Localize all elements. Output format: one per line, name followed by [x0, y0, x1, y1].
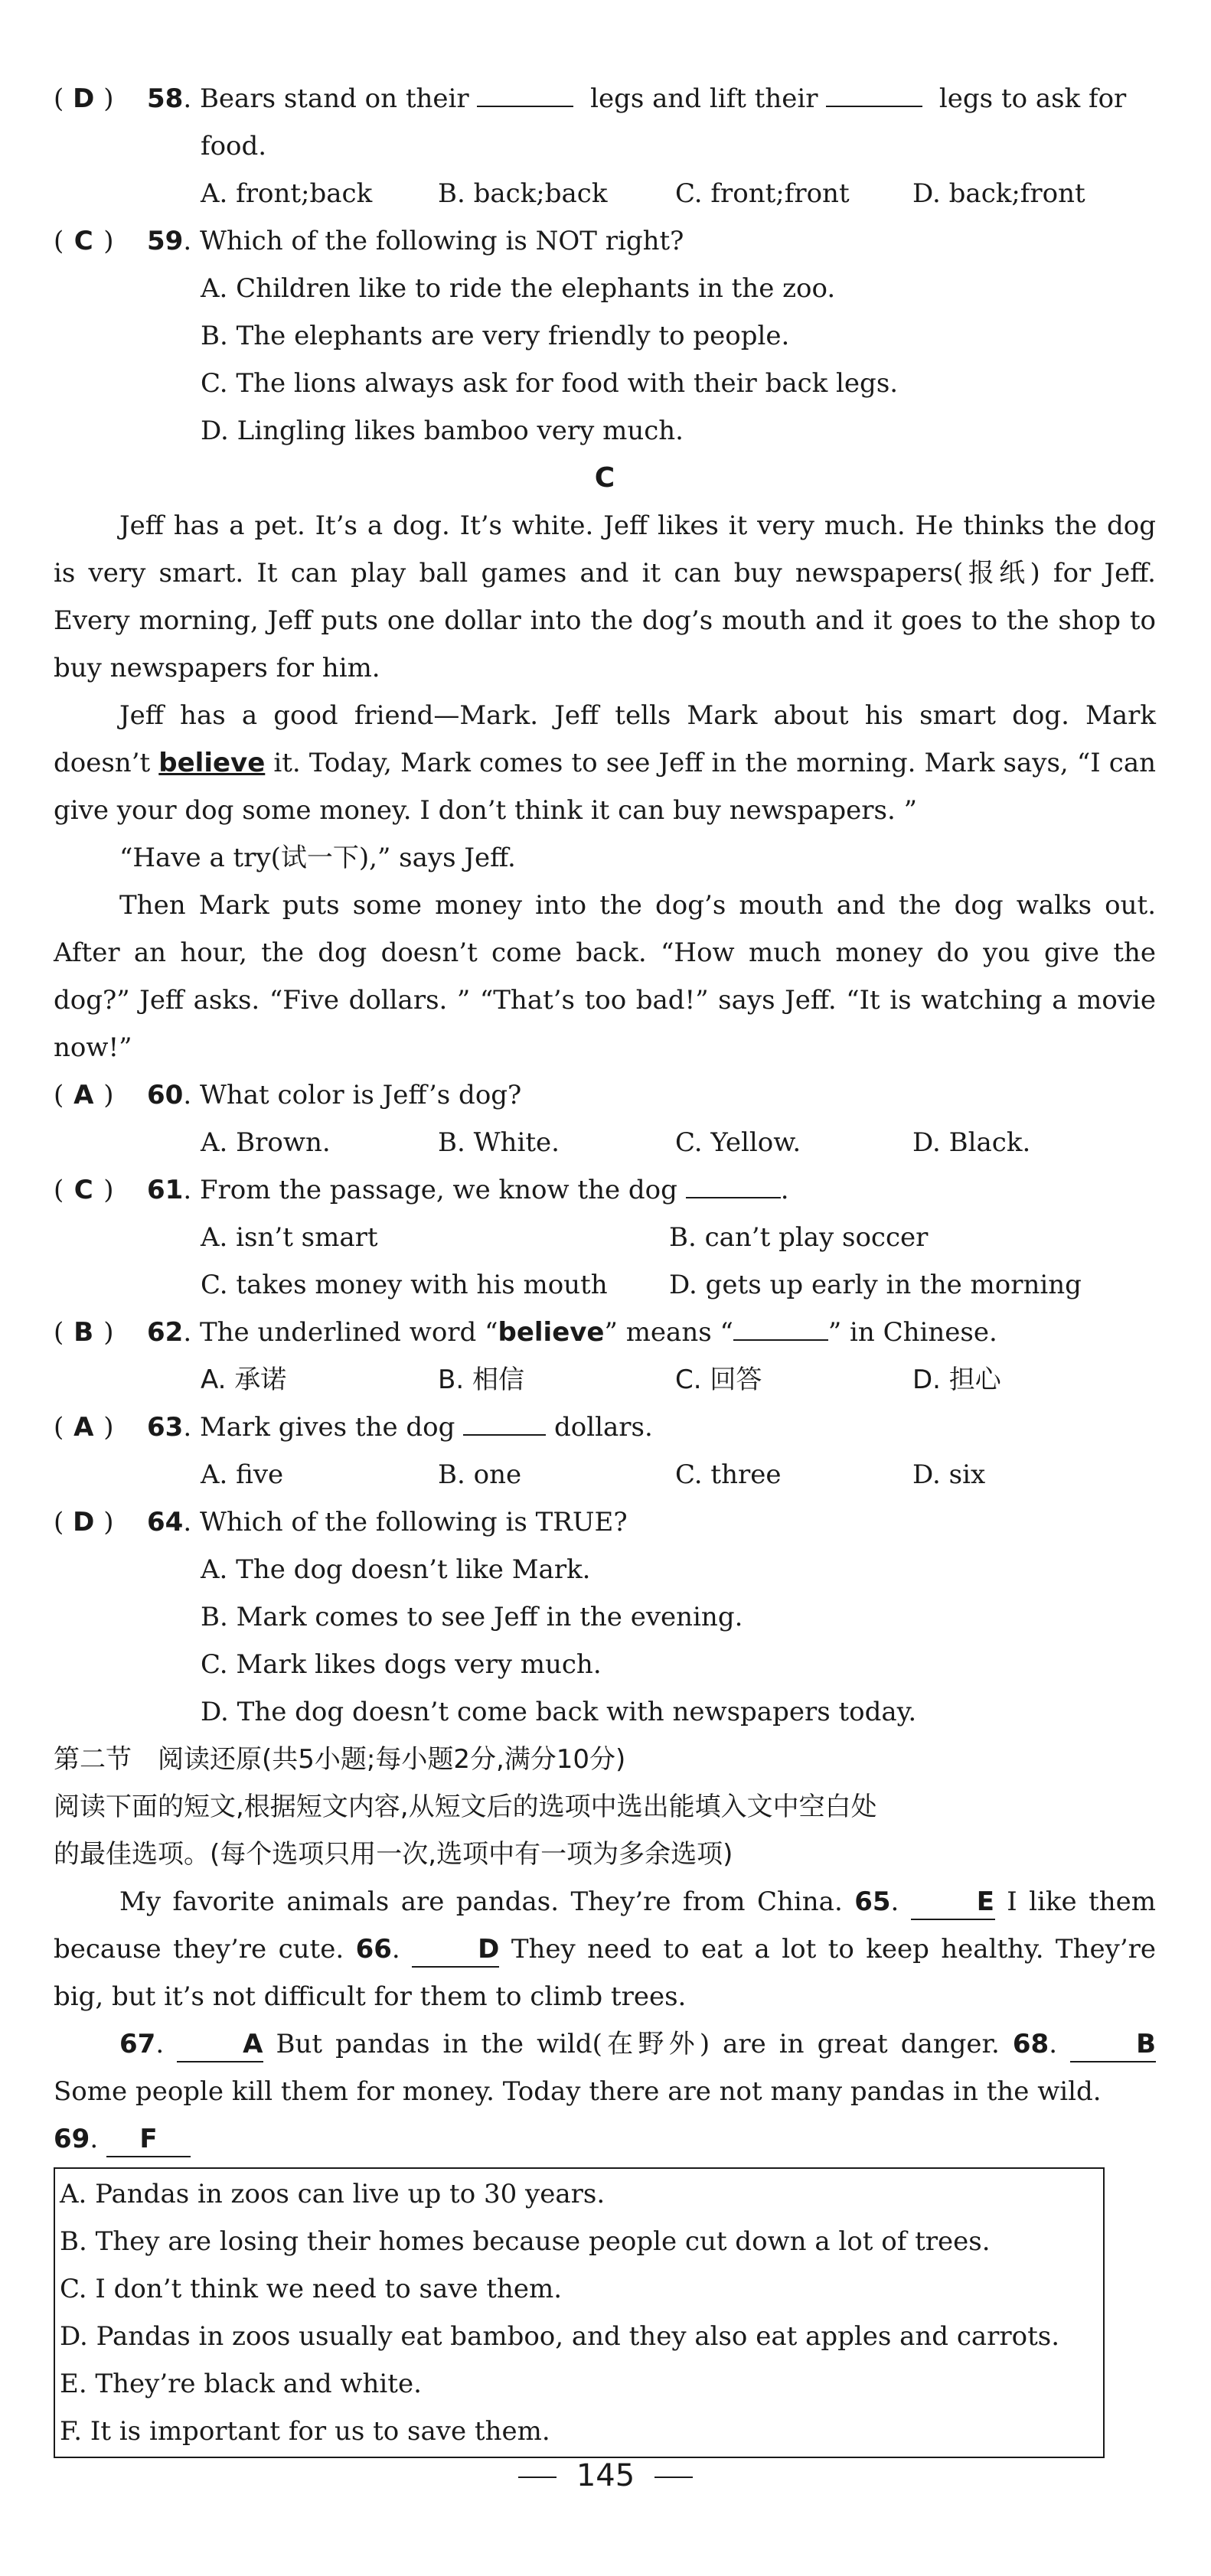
options-62	[54, 1356, 1156, 1404]
question-number: 59	[147, 226, 184, 256]
option-c: C. front;front	[675, 178, 850, 209]
options-60	[54, 1119, 1156, 1166]
answer-65: E	[911, 1885, 995, 1920]
page-footer	[0, 2452, 1211, 2499]
option-c: C. takes money with his mouth	[201, 1270, 608, 1300]
option-a: A. five	[201, 1459, 284, 1490]
option-a: A. Brown.	[201, 1127, 331, 1158]
choice-d: D. Pandas in zoos usually eat bamboo, and they also eat apples and carrots.	[60, 2321, 1060, 2352]
question-number: 64	[147, 1507, 184, 1537]
answer-63: A	[73, 1412, 94, 1443]
option-c: C. 回答	[675, 1365, 762, 1395]
answer-61: C	[73, 1175, 93, 1205]
option-d: D. Black.	[912, 1127, 1031, 1158]
answer-66: D	[412, 1932, 499, 1968]
option-a: A. front;back	[201, 178, 373, 209]
answer-blank	[733, 1316, 828, 1341]
options-61-row-1	[54, 1214, 1156, 1261]
section-2-instructions-line-2: 的最佳选项。(每个选项只用一次,选项中有一项为多余选项)	[54, 1839, 733, 1870]
option-b: B. White.	[438, 1127, 560, 1158]
option-a: A. Children like to ride the elephants in the zoo.	[201, 273, 836, 304]
answer-62: B	[73, 1317, 94, 1348]
option-d: D. Lingling likes bamboo very much.	[201, 416, 684, 446]
option-c: C. The lions always ask for food with their back legs.	[201, 368, 899, 399]
question-number: 58	[147, 83, 184, 114]
option-b: B. 相信	[438, 1365, 524, 1395]
quoted-word: believe	[498, 1317, 605, 1348]
answer-69: F	[106, 2122, 191, 2157]
worksheet-page	[54, 75, 1156, 2458]
question-62: ( B ) 62 . The underlined word “ believe ” means “ ” in Chinese.	[54, 1309, 1156, 1356]
answer-blank	[826, 83, 922, 107]
section-heading-c: C	[594, 462, 615, 494]
choices-box	[54, 2167, 1105, 2458]
option-b: B. Mark comes to see Jeff in the evening.	[201, 1602, 743, 1632]
question-60: ( A ) 60 . What color is Jeff’s dog?	[54, 1071, 1156, 1119]
choice-a: A. Pandas in zoos can live up to 30 years.	[60, 2179, 606, 2209]
choice-c: C. I don’t think we need to save them.	[60, 2274, 563, 2304]
question-58-continued: food.	[201, 131, 267, 161]
passage-paragraph-4: Then Mark puts some money into the dog’s mouth and the dog walks out. After an hour, the dog doesn’t come back. “How much money do you give the dog?” Jeff asks. “Five dollars. ” “That’s too bad!” says Jeff. “It is watching a movie now!”	[54, 890, 1156, 1063]
option-a: A. isn’t smart	[201, 1222, 378, 1253]
answer-59: C	[73, 226, 93, 256]
option-d: D. back;front	[912, 178, 1085, 209]
answer-64: D	[73, 1507, 95, 1537]
passage-paragraph-3: “Have a try(试一下),” says Jeff.	[119, 843, 516, 873]
question-61: ( C ) 61 . From the passage, we know the dog .	[54, 1166, 1156, 1214]
passage-paragraph-1: Jeff has a pet. It’s a dog. It’s white. Jeff likes it very much. He thinks the dog is very smart. It can play ball games and it can buy newspapers(报纸) for Jeff. Every morning, Jeff puts one dollar into the dog’s mouth and it goes to the shop to buy newspapers for him.	[54, 510, 1156, 683]
answer-68: B	[1070, 2027, 1156, 2062]
answer-blank	[463, 1411, 546, 1436]
option-b: B. can’t play soccer	[669, 1222, 929, 1253]
answer-blank	[477, 83, 573, 107]
option-d: D. 担心	[912, 1365, 1001, 1395]
option-c: C. Mark likes dogs very much.	[201, 1649, 602, 1680]
question-58: ( D ) 58 . Bears stand on their legs and lift their legs to ask for	[54, 75, 1156, 122]
footer-dash	[518, 2477, 557, 2478]
option-b: B. one	[438, 1459, 522, 1490]
choice-b: B. They are losing their homes because people cut down a lot of trees.	[60, 2226, 991, 2257]
question-63: ( A ) 63 . Mark gives the dog dollars.	[54, 1404, 1156, 1451]
cloze-paragraph-1: My favorite animals are pandas. They’re from China. 65. E I like them because they’re cute. 66. D They need to eat a lot to keep healthy. They’re big, but it’s not difficult for them to climb trees.	[54, 1886, 1157, 2012]
cloze-paragraph-3: 69. F	[54, 2115, 1156, 2163]
choice-f: F. It is important for us to save them.	[60, 2416, 550, 2447]
question-number: 60	[147, 1080, 184, 1110]
underlined-word: believe	[158, 748, 266, 778]
answer-58: D	[73, 83, 95, 114]
options-58	[54, 170, 1156, 217]
option-d: D. The dog doesn’t come back with newspapers today.	[201, 1697, 917, 1727]
question-number: 61	[147, 1175, 184, 1205]
cloze-paragraph-2: 67. A But pandas in the wild(在野外) are in great danger. 68. B Some people kill them for money. Today there are not many pandas in the wild.	[54, 2029, 1156, 2107]
option-a: A. The dog doesn’t like Mark.	[201, 1554, 591, 1585]
answer-60: A	[73, 1080, 94, 1110]
footer-dash	[654, 2477, 693, 2478]
option-c: C. three	[675, 1459, 782, 1490]
option-a: A. 承诺	[201, 1365, 287, 1395]
question-64: ( D ) 64 . Which of the following is TRUE?	[54, 1498, 1156, 1546]
passage-paragraph-2: Jeff has a good friend—Mark. Jeff tells Mark about his smart dog. Mark doesn’t believe it. Today, Mark comes to see Jeff in the morning. Mark says, “I can give your dog some money. I don’t think it can buy newspapers. ”	[54, 700, 1156, 826]
question-59: ( C ) 59 . Which of the following is NOT right?	[54, 217, 1156, 265]
question-number: 62	[147, 1317, 184, 1348]
options-63	[54, 1451, 1156, 1498]
question-number: 63	[147, 1412, 184, 1443]
section-2-instructions-line-1: 阅读下面的短文,根据短文内容,从短文后的选项中选出能填入文中空白处	[54, 1792, 877, 1822]
section-2-title: 第二节 阅读还原(共5小题;每小题2分,满分10分)	[54, 1744, 626, 1775]
options-61-row-2	[54, 1261, 1156, 1309]
answer-blank	[686, 1174, 781, 1198]
option-d: D. six	[912, 1459, 986, 1490]
option-b: B. back;back	[438, 178, 608, 209]
option-d: D. gets up early in the morning	[669, 1270, 1082, 1300]
choice-e: E. They’re black and white.	[60, 2369, 422, 2399]
option-b: B. The elephants are very friendly to people.	[201, 321, 790, 351]
answer-67: A	[177, 2027, 263, 2062]
page-number: 145	[576, 2458, 635, 2493]
option-c: C. Yellow.	[675, 1127, 801, 1158]
